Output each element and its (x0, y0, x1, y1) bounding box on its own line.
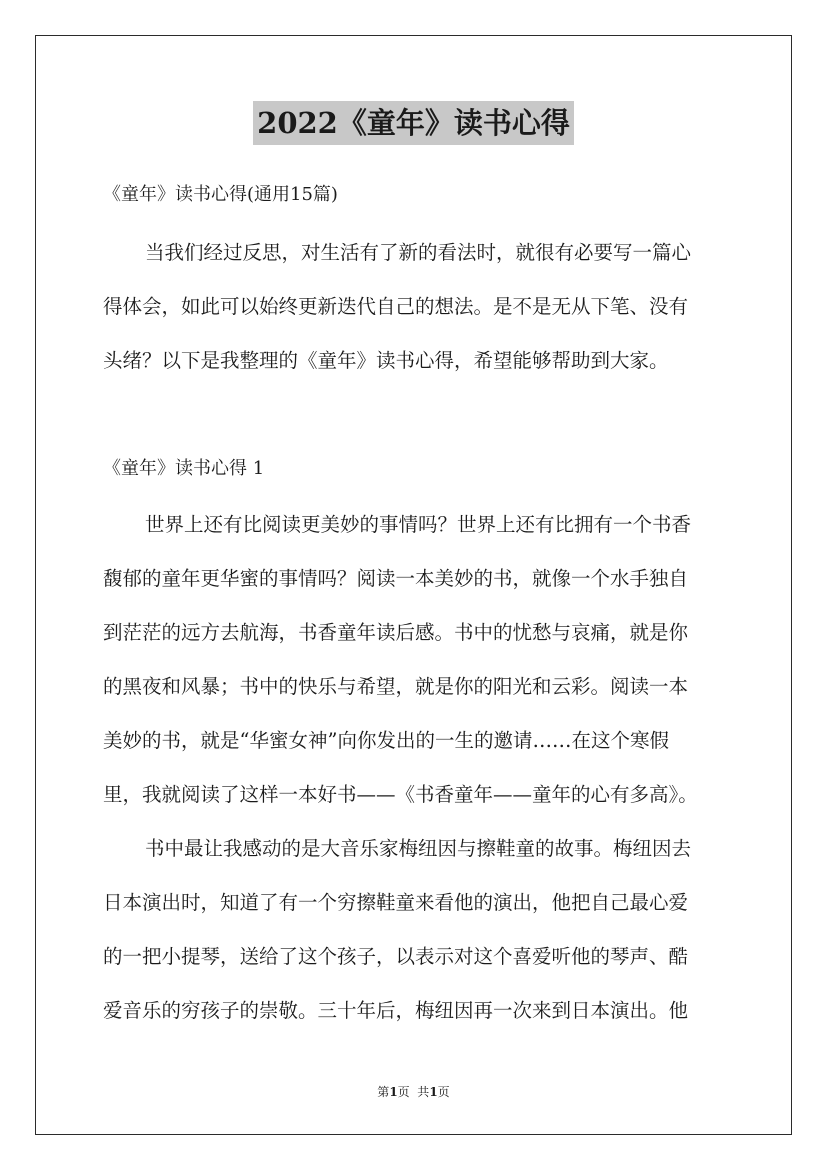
paragraph-line: 日本演出时，知道了有一个穷擦鞋童来看他的演出，他把自己最心爱 (103, 891, 689, 914)
paragraph-line: 的一把小提琴，送给了这个孩子，以表示对这个喜爱听他的琴声、酷 (103, 945, 689, 968)
paragraph-line: 馥郁的童年更华蜜的事情吗？阅读一本美妙的书，就像一个水手独自 (103, 567, 689, 590)
title-container (0, 101, 827, 145)
intro-line: 得体会，如此可以始终更新迭代自己的想法。是不是无从下笔、没有 (103, 295, 689, 318)
document-title: 2022《童年》读书心得 (253, 101, 574, 145)
page-current: 1 (389, 1085, 398, 1099)
intro-line: 头绪？以下是我整理的《童年》读书心得，希望能够帮助到大家。 (103, 349, 669, 372)
section-heading: 《童年》读书心得 1 (103, 458, 265, 479)
page-total: 1 (429, 1085, 438, 1099)
paragraph-line: 到茫茫的远方去航海，书香童年读后感。书中的忧愁与哀痛，就是你 (103, 621, 689, 644)
footer-mid: 页 共 (397, 1085, 430, 1099)
footer-prefix: 第 (377, 1085, 390, 1099)
paragraph-line: 书中最让我感动的是大音乐家梅纽因与擦鞋童的故事。梅纽因去 (145, 837, 692, 860)
intro-line: 当我们经过反思，对生活有了新的看法时，就很有必要写一篇心 (145, 241, 692, 264)
paragraph-line: 爱音乐的穷孩子的崇敬。三十年后，梅纽因再一次来到日本演出。他 (103, 999, 689, 1022)
paragraph-line: 里，我就阅读了这样一本好书——《书香童年——童年的心有多高》。 (103, 783, 698, 806)
footer-suffix: 页 (437, 1085, 450, 1099)
page-footer (0, 1083, 827, 1100)
paragraph-line: 世界上还有比阅读更美妙的事情吗？世界上还有比拥有一个书香 (145, 513, 692, 536)
document-subtitle: 《童年》读书心得(通用15篇) (103, 184, 338, 205)
paragraph-line: 美妙的书，就是“华蜜女神”向你发出的一生的邀请……在这个寒假 (103, 729, 669, 752)
paragraph-line: 的黑夜和风暴；书中的快乐与希望，就是你的阳光和云彩。阅读一本 (103, 675, 689, 698)
